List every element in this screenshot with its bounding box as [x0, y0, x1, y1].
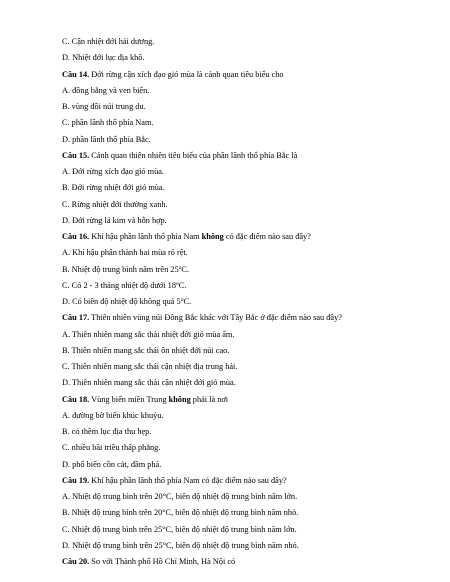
degree-superscript: o	[178, 264, 182, 271]
answer-option: A. đường bờ biển khúc khuỷu.	[62, 410, 164, 420]
question-text: Thiên nhiên vùng núi Đông Bắc khác với Tây Bắc ở đặc điểm nào sau đây?	[89, 313, 342, 323]
answer-option: D. phần lãnh thổ phía Bắc.	[62, 134, 151, 144]
negation-emphasis: không	[201, 232, 224, 241]
answer-option: D. Đới rừng lá kim và hỗn hợp.	[62, 215, 167, 225]
answer-text: C.	[181, 264, 189, 274]
answer-option: D. Nhiệt độ trung bình trên 25°C, biên độ nhiệt độ trung bình năm nhỏ.	[62, 540, 299, 550]
question-label: Câu 19.	[62, 475, 90, 485]
question-17	[62, 312, 342, 323]
question-text: Cảnh quan thiên nhiên tiêu biểu của phần lãnh thổ phía Bắc là	[89, 150, 298, 160]
question-label: Câu 18.	[62, 394, 90, 404]
answer-option	[62, 280, 186, 291]
answer-option: C. nhiều bãi triều thấp phẳng.	[62, 443, 161, 453]
question-label: Câu 17.	[62, 313, 90, 323]
degree-superscript: o	[180, 297, 184, 303]
negation-emphasis: không	[168, 394, 191, 404]
question-14	[62, 69, 284, 80]
question-label: Câu 16.	[62, 232, 90, 241]
answer-option: B. vùng đồi núi trung du.	[62, 102, 146, 111]
answer-option: C. Cận nhiệt đới hải dương.	[62, 37, 155, 46]
answer-option: D. phổ biến cồn cát, đầm phá.	[62, 459, 162, 469]
answer-text: D. Có biên độ nhiệt độ không quá 5	[62, 297, 181, 306]
question-text: Khí hậu phần lãnh thổ phía Nam có đặc điểm nào sau đây?	[89, 475, 287, 485]
answer-text: B. Nhiệt độ trung bình năm trên 25	[62, 264, 179, 274]
answer-text: C.	[178, 280, 187, 290]
answer-option: C. Nhiệt độ trung bình trên 25°C, biên độ nhiệt độ trung bình năm lớn.	[62, 524, 297, 534]
answer-option: B. Đới rừng nhiệt đới gió mùa.	[62, 183, 165, 193]
question-text: phải là nơi	[190, 394, 229, 404]
answer-option: A. Khí hậu phân thành hai mùa rõ rệt.	[62, 248, 188, 258]
answer-option: A. đồng bằng và ven biển.	[62, 85, 150, 95]
answer-option: A. Nhiệt độ trung bình trên 20°C, biên độ nhiệt độ trung bình năm lớn.	[62, 492, 298, 501]
answer-option	[62, 264, 189, 275]
answer-option: A. Đới rừng xích đạo gió mùa.	[62, 167, 164, 176]
answer-option: A. Thiên nhiên mang sắc thái nhiệt đới gió mùa ẩm.	[62, 329, 235, 339]
question-18	[62, 394, 228, 405]
question-text: Vùng biển miền Trung	[89, 394, 169, 404]
question-20	[62, 556, 235, 567]
answer-option	[62, 296, 191, 307]
question-15	[62, 150, 297, 161]
question-label: Câu 14.	[62, 69, 90, 79]
answer-option: D. Nhiệt đới lục địa khô.	[62, 53, 145, 63]
question-19	[62, 475, 287, 486]
answer-option: B. Nhiệt độ trung bình trên 20°C, biên độ nhiệt độ trung bình năm nhỏ.	[62, 508, 299, 518]
question-16	[62, 231, 311, 242]
answer-option: C. phần lãnh thổ phía Nam.	[62, 118, 154, 128]
question-text: Đới rừng cận xích đạo gió mùa là cảnh quan tiêu biểu cho	[89, 69, 284, 79]
question-text: So với Thành phố Hồ Chí Minh, Hà Nội có	[89, 557, 236, 566]
question-label: Câu 20.	[62, 557, 90, 566]
question-text: có đặc điểm nào sau đây?	[223, 232, 311, 241]
question-label: Câu 15.	[62, 150, 90, 160]
answer-option: B. Thiên nhiên mang sắc thái ôn nhiệt đới núi cao.	[62, 345, 230, 355]
degree-superscript: o	[175, 280, 179, 287]
answer-text: C. Có 2 - 3 tháng nhiệt độ dưới 18	[62, 280, 176, 290]
answer-option: C. Thiên nhiên mang sắc thái cận nhiệt địa trung hải.	[62, 362, 238, 371]
answer-option: C. Rừng nhiệt đới thường xanh.	[62, 199, 168, 209]
answer-text: C.	[183, 297, 192, 306]
question-text: Khí hậu phần lãnh thổ phía Nam	[89, 232, 202, 241]
answer-option: D. Thiên nhiên mang sắc thái cận nhiệt đới gió mùa.	[62, 378, 236, 388]
answer-option: B. có thềm lục địa thu hẹp.	[62, 427, 152, 436]
